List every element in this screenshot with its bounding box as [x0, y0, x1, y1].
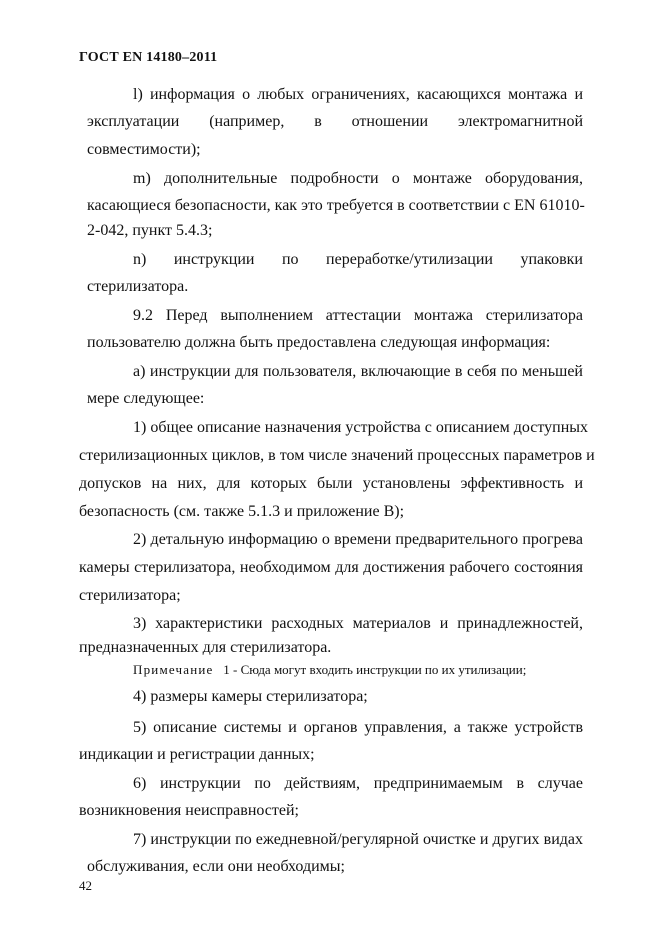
text-line: 7) инструкции по ежедневной/регулярной очистке и других видах: [133, 831, 583, 848]
text-line: 9.2 Перед выполнением аттестации монтажа стерилизатора: [133, 307, 583, 324]
text-line: 6) инструкции по действиям, предпринимаемым в случае: [133, 775, 583, 792]
text-line: совместимости);: [87, 141, 201, 158]
text-line: стерилизационных циклов, в том числе значений процессных параметров и: [79, 447, 595, 464]
text-line: l) информация о любых ограничениях, касающихся монтажа и: [133, 86, 583, 103]
text-line: 3) характеристики расходных материалов и принадлежностей,: [133, 615, 583, 632]
text-line: допусков на них, для которых были установлены эффективность и: [79, 475, 583, 492]
text-line: обслуживания, если они необходимы;: [87, 858, 345, 875]
page-number: 42: [79, 878, 92, 893]
text-line: индикации и регистрации данных;: [79, 746, 315, 763]
text-line: а) инструкции для пользователя, включающие в себя по меньшей: [133, 363, 583, 380]
text-line: камеры стерилизатора, необходимом для достижения рабочего состояния: [79, 559, 583, 576]
text-line: стерилизатора.: [87, 278, 189, 295]
text-line: эксплуатации (например, в отношении электромагнитной: [87, 113, 583, 130]
text-line: 5) описание системы и органов управления, а также устройств: [133, 719, 583, 736]
text-line: m) дополнительные подробности о монтаже оборудования,: [133, 170, 583, 187]
text-line: предназначенных для стерилизатора.: [79, 639, 332, 656]
document-header: ГОСТ EN 14180–2011: [79, 50, 218, 65]
text-line: мере следующее:: [87, 390, 205, 407]
text-line: касающиеся безопасности, как это требуется в соответствии с EN 61010-: [87, 197, 585, 214]
note-text: 1 - Сюда могут входить инструкции по их утилизации;: [223, 662, 527, 677]
text-line: n) инструкции по переработке/утилизации упаковки: [133, 251, 583, 268]
text-line: 4) размеры камеры стерилизатора;: [133, 688, 368, 705]
note-label: Примечание: [133, 662, 214, 677]
text-line: пользователю должна быть предоставлена следующая информация:: [87, 334, 551, 351]
text-line: 2) детальную информацию о времени предварительного прогрева: [133, 531, 583, 548]
text-line: возникновения неисправностей;: [79, 802, 299, 819]
text-line: 2-042, пункт 5.4.3;: [87, 222, 213, 239]
text-line: 1) общее описание назначения устройства с описанием доступных: [133, 419, 589, 436]
text-line: стерилизатора;: [79, 587, 181, 604]
note: [133, 662, 526, 678]
text-line: безопасность (см. также 5.1.3 и приложение В);: [79, 503, 405, 520]
